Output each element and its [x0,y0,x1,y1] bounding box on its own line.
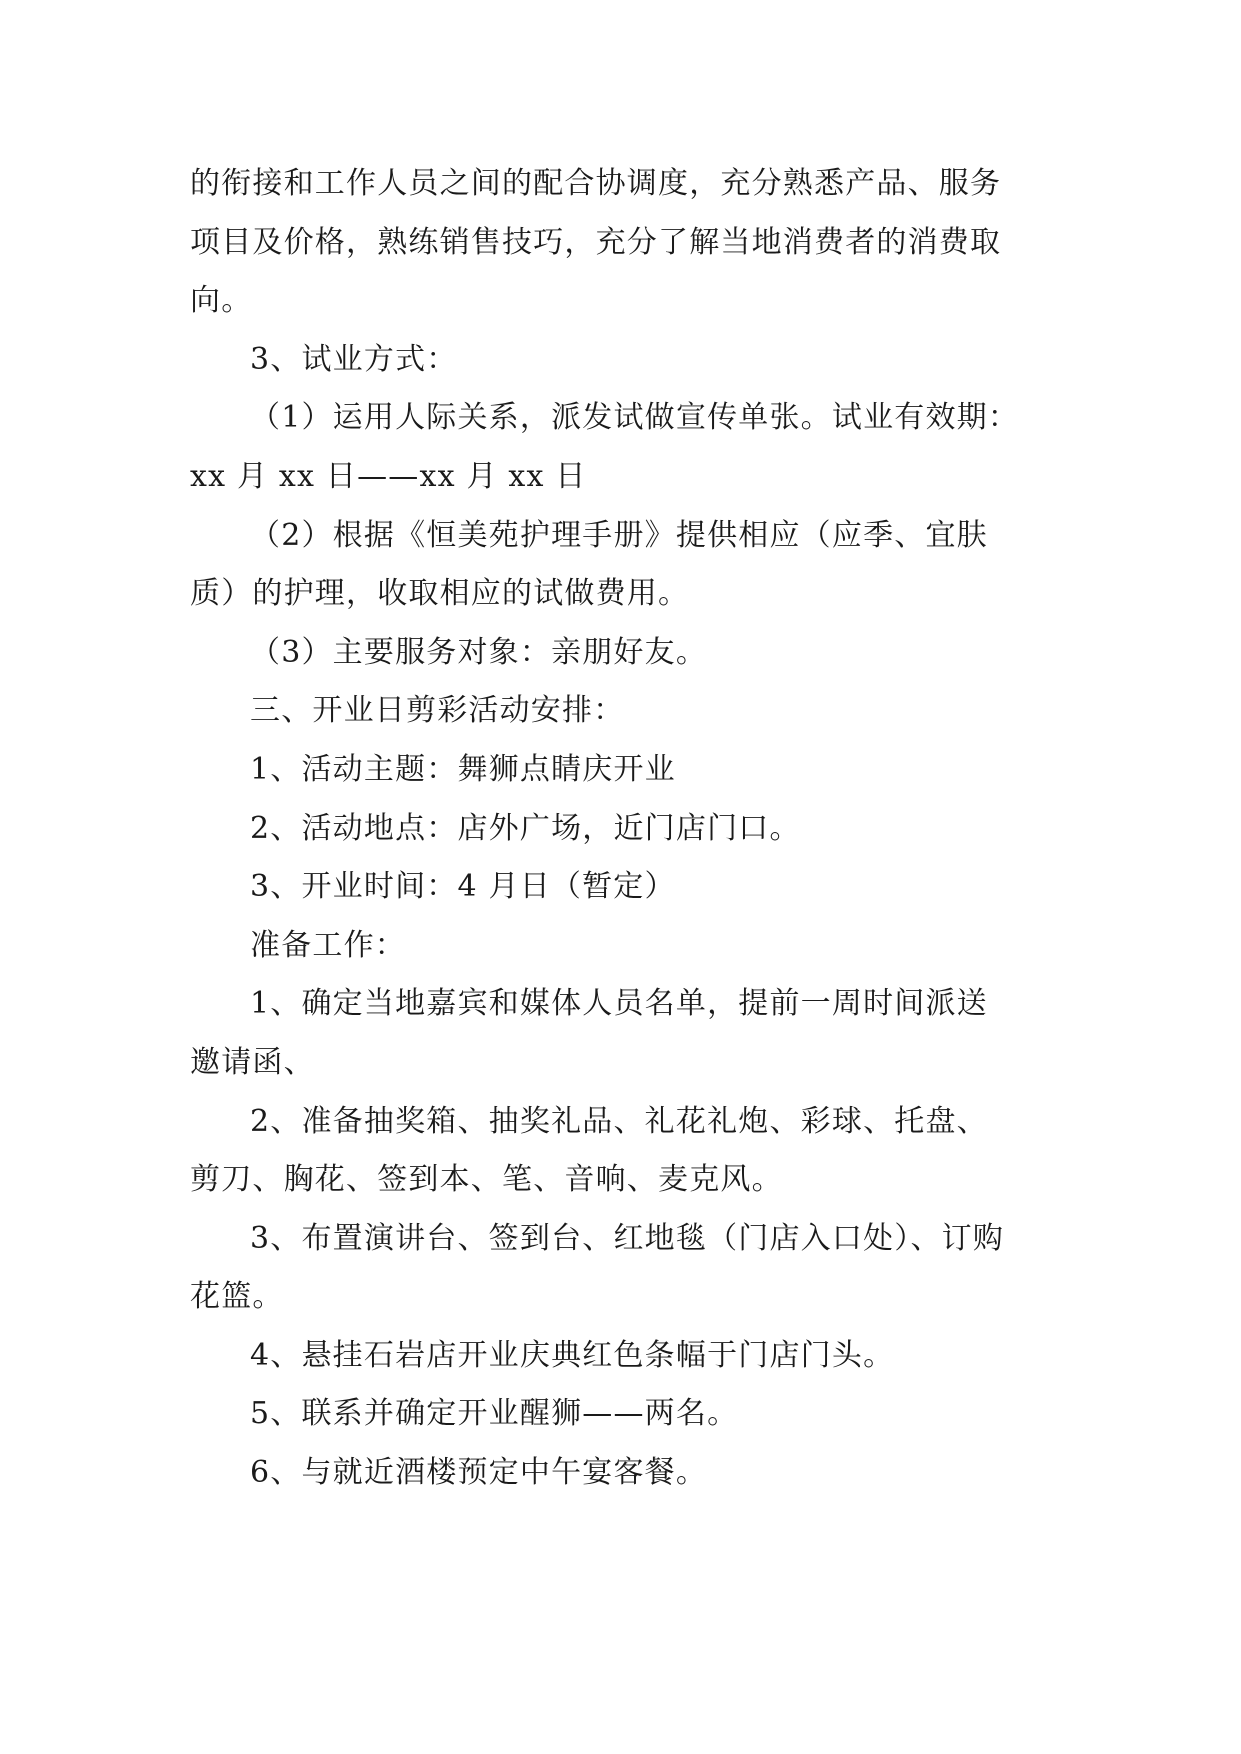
text-line: 1、确定当地嘉宾和媒体人员名单，提前一周时间派送 [250,986,988,1022]
paragraph [190,800,1052,859]
paragraph [190,741,1052,800]
text-line: 6、与就近酒楼预定中午宴客餐。 [250,1455,708,1491]
paragraph [190,331,1052,390]
paragraph [190,389,1052,506]
paragraph [190,1385,1052,1444]
text-line: 3、开业时间：4 月日（暂定） [250,869,676,905]
text-line: 5、联系并确定开业醒狮——两名。 [250,1396,739,1432]
paragraph [190,917,1052,976]
text-line: 准备工作： [250,927,406,963]
paragraph [190,682,1052,741]
paragraph [190,1210,1052,1327]
text-line: 2、准备抽奖箱、抽奖礼品、礼花礼炮、彩球、托盘、 [250,1103,988,1139]
text-line: 2、活动地点：店外广场，近门店门口。 [250,810,801,846]
text-line: 1、活动主题：舞狮点睛庆开业 [250,751,676,787]
text-line: 邀请函、 [190,1044,315,1080]
paragraph [190,1444,1052,1503]
text-line: 的衔接和工作人员之间的配合协调度，充分熟悉产品、服务 [190,166,1002,201]
text-line: （2）根据《恒美苑护理手册》提供相应（应季、宜肤 [250,517,988,553]
text-line: 4、悬挂石岩店开业庆典红色条幅于门店门头。 [250,1337,895,1373]
text-line: （1）运用人际关系，派发试做宣传单张。试业有效期： [250,400,1020,436]
paragraph [190,1327,1052,1386]
text-line: 向。 [190,283,253,319]
text-line: 3、布置演讲台、签到台、红地毯（门店入口处）、订购 [250,1220,1005,1256]
paragraph [190,507,1052,624]
paragraph [190,1093,1052,1210]
text-line: 项目及价格，熟练销售技巧，充分了解当地消费者的消费取 [190,224,1002,260]
paragraph [190,624,1052,683]
paragraph [190,858,1052,917]
text-line: xx 月 xx 日——xx 月 xx 日 [190,458,587,494]
paragraph [190,155,1052,331]
document-body [190,155,1052,1503]
text-line: 剪刀、胸花、签到本、笔、音响、麦克风。 [190,1162,783,1198]
text-line: 三、开业日剪彩活动安排： [250,693,625,729]
paragraph [190,975,1052,1092]
text-line: 花篮。 [190,1279,284,1315]
text-line: （3）主要服务对象：亲朋好友。 [250,634,708,670]
text-line: 3、试业方式： [250,341,458,377]
text-line: 质）的护理，收取相应的试做费用。 [190,576,690,612]
